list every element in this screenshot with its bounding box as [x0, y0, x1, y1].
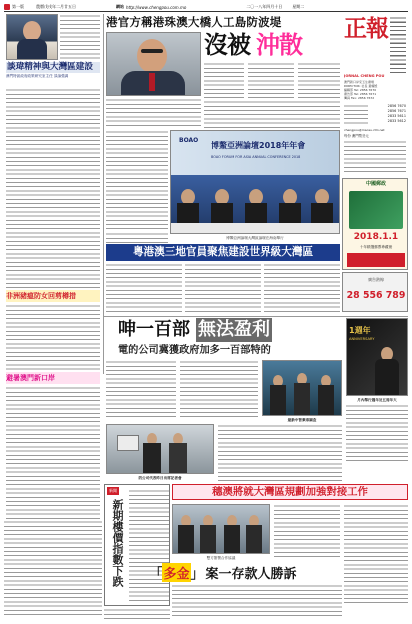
phone-list: 2856 7670 2856 7671 2833 5611 2833 5612	[387, 104, 406, 123]
forum-banner-en: BOAO FORUM FOR ASIA ANNUAL CONFERENCE 2018	[211, 155, 301, 159]
left-headline-1: 談瑋精神與大灣區建設 澳門特區政府政策研究室主任 談論強調	[6, 62, 100, 86]
forum-photo	[170, 130, 340, 234]
phone-story-photo-2	[262, 360, 342, 416]
phone-story-photo-1-caption: 的公司代表昨日出席記者會	[138, 476, 182, 480]
phone-story-photo-1b	[106, 424, 214, 474]
website-url[interactable]: http://www.chengpou.com.mo	[126, 4, 187, 10]
left-headline-2: 非洲豬瘟防女回剪樽措	[6, 290, 100, 302]
price-label: 每份 澳門幣叁元	[344, 134, 369, 138]
ad-postage-title: 中國郵政	[365, 181, 386, 187]
left-top-photo	[6, 14, 58, 60]
masthead-email[interactable]: chengpou@macau.ctm.net	[344, 128, 385, 132]
property-box-title: 新期樓價指數下跌	[111, 499, 124, 587]
phone-story-headline-b: 無法盈利	[198, 319, 270, 340]
bottom-story-highlight: 多金	[162, 563, 190, 582]
ad-phone-number: 28 556 789	[346, 290, 406, 301]
top-story-kicker: 港官方稱港珠澳大橋人工島防波堤	[106, 15, 282, 29]
cooperation-photo	[172, 504, 270, 554]
phone-story-subhead: 電的公司冀獲政府加多一百部特的	[118, 345, 271, 356]
ad-phone-label: 廣告熱線	[368, 277, 384, 282]
forum-caption: 博鰲亞洲論壇大灣區論壇在海南舉行	[226, 236, 284, 240]
ad-postage-year: 2018.1.1	[353, 232, 399, 242]
anniversary-photo	[346, 318, 408, 396]
anniversary-caption: 月內舉行週年及五周年大	[357, 398, 397, 402]
forum-banner-text: 博鰲亞洲論壇2018年年會	[211, 141, 306, 150]
forum-headline: 粵港澳三地官員聚焦建設世界級大灣區	[106, 244, 340, 261]
top-story-photo	[106, 32, 201, 96]
anniversary-en: ANNIVERSARY	[349, 337, 375, 341]
headline-part-b: 沖散	[256, 31, 302, 59]
ad-phone[interactable]	[342, 272, 408, 312]
weekday: 星期二	[292, 4, 305, 9]
cooperation-headline: 穗澳將就大灣區規劃加強對接工作	[172, 484, 408, 500]
headline-part-a: 沒被	[204, 31, 250, 59]
left-headline-3: 避暑澳門新口岸	[6, 372, 100, 384]
masthead-title: 正報	[344, 15, 388, 42]
section-label: 第一版	[12, 4, 24, 9]
top-header	[4, 3, 408, 12]
cooperation-photo-caption: 雙方簽署合作協議	[206, 556, 236, 560]
top-story-headline	[204, 30, 340, 60]
masthead-logo-icon	[4, 4, 10, 10]
phone-story-headline-a: 呻一百部	[118, 319, 190, 340]
website-label: 網站	[116, 4, 124, 9]
anniversary-text: 1週年	[349, 326, 371, 335]
property-box	[104, 484, 170, 606]
gregorian-date: 二〇一八年四月十日	[246, 4, 283, 9]
forum-logo: BOAO	[179, 137, 199, 144]
phone-story-photo-2-caption: 最新中智乘車調查	[287, 418, 317, 422]
phone-story-headline	[118, 318, 338, 342]
masthead: 正報 JORNAL CHENG POU 澳門新口岸宋玉生廣場 DIRECTOR: 社長 黃耀殷 編輯部 Tel: 2856 7670 廣告部 Tel: 2856 7671 傳真 Fax: 2856 7672 2856 7670 2856 7671 2833 5611 2833 5612 chengpou@macau.ctm.net 每份 澳門幣叁元	[342, 14, 408, 174]
property-box-kicker: 新聞	[109, 488, 117, 493]
bottom-story-headline: 「 多金 」 案一存款人勝訴	[104, 562, 342, 582]
lunar-date: 農曆戊戌年二月廿五日	[36, 4, 76, 9]
masthead-subtitle: JORNAL CHENG POU	[344, 74, 385, 78]
ad-postage[interactable]	[342, 178, 408, 270]
ad-postage-caption: 十年精選郵票珍藏冊	[359, 245, 393, 249]
